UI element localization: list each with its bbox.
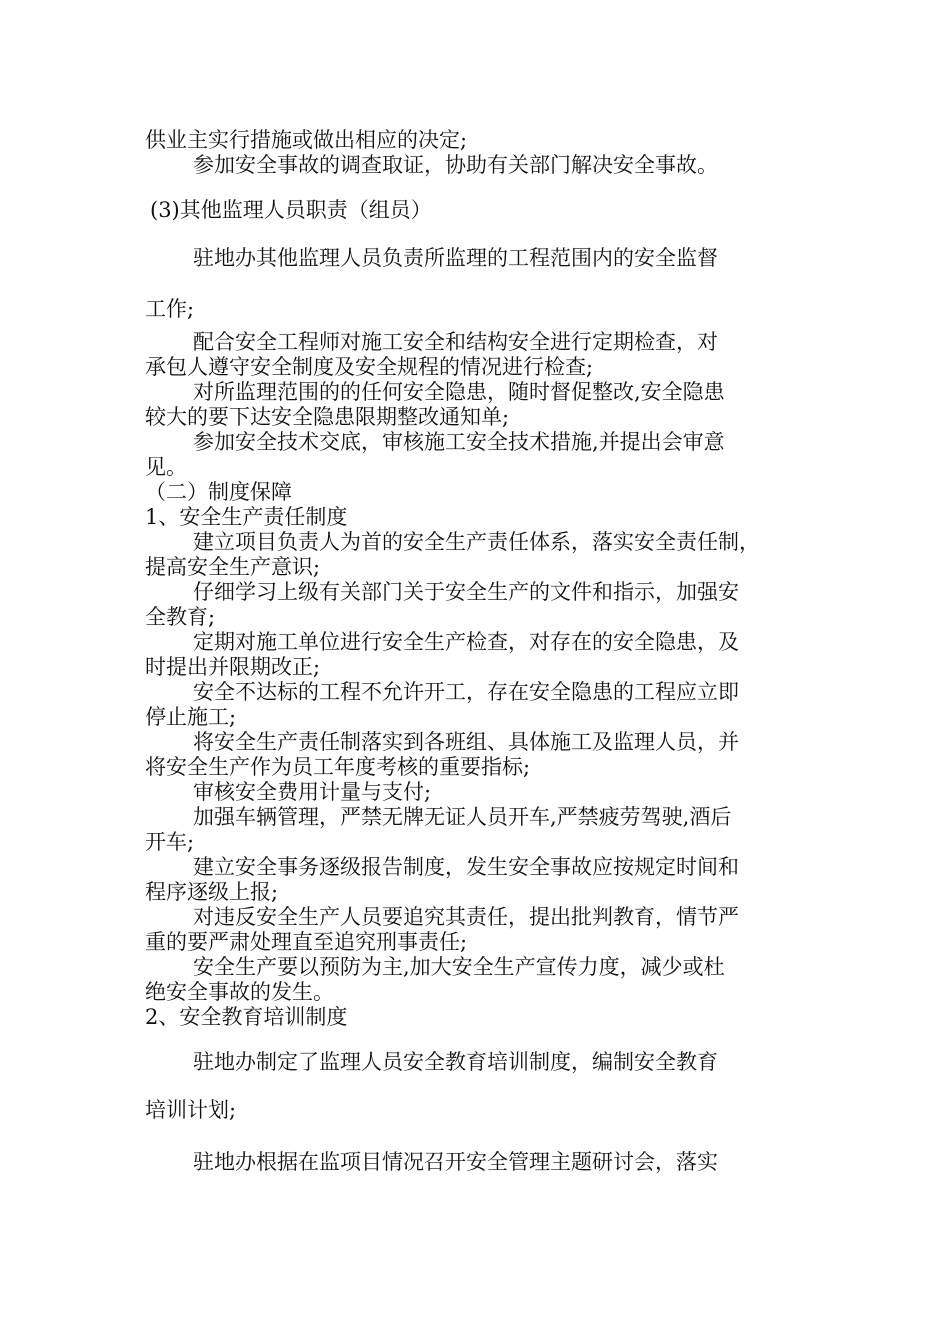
text-line: 工作; xyxy=(145,297,195,321)
text-line: 停止施工; xyxy=(145,705,237,729)
text-line: 将安全生产责任制落实到各班组、具体施工及监理人员，并 xyxy=(193,730,739,754)
section-heading: （二）制度保障 xyxy=(145,480,292,504)
text-line: 安全不达标的工程不允许开工，存在安全隐患的工程应立即 xyxy=(193,680,739,704)
text-line: 全教育; xyxy=(145,605,216,629)
text-line: 驻地办根据在监项目情况召开安全管理主题研讨会，落实 xyxy=(193,1150,718,1174)
text-line: 配合安全工程师对施工安全和结构安全进行定期检查，对 xyxy=(193,330,718,354)
section-heading: (3)其他监理人员职责（组员） xyxy=(150,198,432,222)
text-line: 对违反安全生产人员要追究其责任，提出批判教育，情节严 xyxy=(193,905,739,929)
text-line: 建立项目负责人为首的安全生产责任体系，落实安全责任制， xyxy=(193,530,760,554)
text-line: 程序逐级上报; xyxy=(145,880,279,904)
text-line: 仔细学习上级有关部门关于安全生产的文件和指示，加强安 xyxy=(193,580,739,604)
text-line: 绝安全事故的发生。 xyxy=(145,980,334,1004)
text-line: 定期对施工单位进行安全生产检查，对存在的安全隐患，及 xyxy=(193,630,739,654)
text-line: 培训计划; xyxy=(145,1098,237,1122)
text-line: 时提出并限期改正; xyxy=(145,655,321,679)
text-line: 承包人遵守安全制度及安全规程的情况进行检查; xyxy=(145,355,594,379)
text-line: 对所监理范围的的任何安全隐患，随时督促整改,安全隐患 xyxy=(193,380,725,404)
text-line: 驻地办制定了监理人员安全教育培训制度，编制安全教育 xyxy=(193,1050,718,1074)
text-line: 供业主实行措施或做出相应的决定; xyxy=(145,128,468,152)
text-line: 见。 xyxy=(145,455,187,479)
text-line: 审核安全费用计量与支付; xyxy=(193,780,432,804)
text-line: 参加安全技术交底，审核施工安全技术措施,并提出会审意 xyxy=(193,430,725,454)
text-line: 驻地办其他监理人员负责所监理的工程范围内的安全监督 xyxy=(193,246,718,270)
text-line: 较大的要下达安全隐患限期整改通知单; xyxy=(145,405,510,429)
text-line: 开车; xyxy=(145,830,195,854)
text-line: 重的要严肃处理直至追究刑事责任; xyxy=(145,930,468,954)
subsection-heading: 2、安全教育培训制度 xyxy=(145,1005,348,1029)
text-line: 建立安全事务逐级报告制度，发生安全事故应按规定时间和 xyxy=(193,855,739,879)
text-line: 将安全生产作为员工年度考核的重要指标; xyxy=(145,755,531,779)
text-line: 加强车辆管理，严禁无牌无证人员开车,严禁疲劳驾驶,酒后 xyxy=(193,805,732,829)
text-line: 参加安全事故的调查取证，协助有关部门解决安全事故。 xyxy=(193,153,718,177)
text-line: 提高安全生产意识; xyxy=(145,555,321,579)
subsection-heading: 1、安全生产责任制度 xyxy=(145,505,348,529)
text-line: 安全生产要以预防为主,加大安全生产宣传力度，减少或杜 xyxy=(193,955,725,979)
